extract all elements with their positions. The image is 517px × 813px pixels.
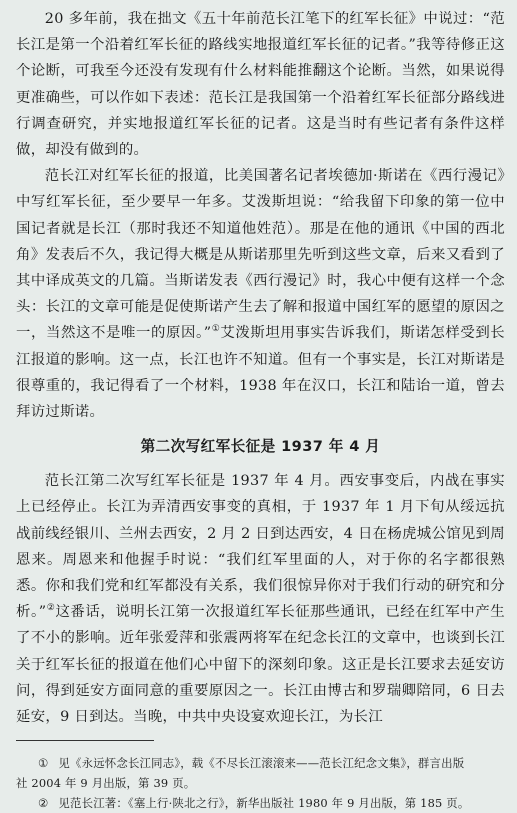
footnote-1-text-line1: 见《永远怀念长江同志》，载《不尽长江滚滚来——范长江纪念文集》，群言出版 xyxy=(58,756,465,771)
paragraph-3-text-b: 这番话，说明长江第一次报道红军长征那些通讯，已经在红军中产生了不小的影响。近年张爱萍和张震两将军在纪念长江的文章中，也谈到长江关于红军长征的报道在他们心中留下的深刻印象。这正是长江要求去延安访问，得到延安方面同意的重要原因之一。长江由博古和罗瑞卿陪同，6 日去延安，9 日到达。当晚，中共中央设宴欢迎长江，为长江 xyxy=(16,604,505,726)
paragraph-2 xyxy=(16,163,505,425)
footnote-2-text: 见范长江著：《塞上行·陕北之行》，新华出版社 1980 年 9 月出版，第 185 页。 xyxy=(58,796,470,811)
footnote-2 xyxy=(16,793,505,813)
paragraph-2-text-b: 艾泼斯坦用事实告诉我们，斯诺怎样受到长江报道的影响。这一点，长江也许不知道。但有一个事实是，长江对斯诺是很尊重的，我记得看了一个材料，1938 年在汉口，长江和陆诒一道，曾去拜访过斯诺。 xyxy=(16,325,506,421)
footnote-1-number: ① xyxy=(38,756,49,771)
paragraph-1-text: 20 多年前，我在拙文《五十年前范长江笔下的红军长征》中说过：“范长江是第一个沿着红军长征的路线实地报道红军长征的记者。”我等待修正这个论断，可我至今还没有发现有什么材料能推翻这个论断。当然，如果说得更准确些，可以作如下表述：范长江是我国第一个沿着红军长征部分路线进行调查研究，并实地报道红军长征的记者。这是当时有些记者有条件这样做，却没有做到的。 xyxy=(16,11,505,159)
footnote-ref-1: ① xyxy=(211,324,221,335)
paragraph-3-text-a: 范长江第二次写红军长征是 1937 年 4 月。西安事变后，内战在事实上已经停止。长江为弄清西安事变的真相，于 1937 年 1 月下旬从绥远抗战前线经银川、兰州去西安，2 月 2 日到达西安，4 日在杨虎城公馆见到周恩来。周恩来和他握手时说：“我们红军里面的人，对于你的名字都很熟悉。你和我们党和红军都没有关系，我们很惊异你对于我们行动的研究和分析。” xyxy=(16,473,505,621)
footnote-1-text-line2: 社 2004 年 9 月出版，第 39 页。 xyxy=(16,776,196,791)
footnote-1-continuation xyxy=(16,773,505,793)
paragraph-3 xyxy=(16,468,505,730)
footnote-1 xyxy=(16,753,505,773)
footnote-2-number: ② xyxy=(38,796,49,811)
footnote-divider xyxy=(16,740,154,741)
footnote-ref-2: ② xyxy=(46,603,56,614)
section-heading: 第二次写红军长征是 1937 年 4 月 xyxy=(140,438,381,456)
paragraph-2-text-a: 范长江对红军长征的报道，比美国著名记者埃德加·斯诺在《西行漫记》中写红军长征，至少要早一年多。艾泼斯坦说：“给我留下印象的第一位中国记者就是长江（那时我还不知道他姓范）。那是在他的通讯《中国的西北角》发表后不久，我记得大概是从斯诺那里先听到这些文章，后来又看到了其中译成英文的几篇。当斯诺发表《西行漫记》时，我心中便有这样一个念头：长江的文章可能是促使斯诺产生去了解和报道中国红军的愿望的原因之一，当然这不是唯一的原因。” xyxy=(16,168,505,342)
paragraph-1 xyxy=(16,6,505,163)
